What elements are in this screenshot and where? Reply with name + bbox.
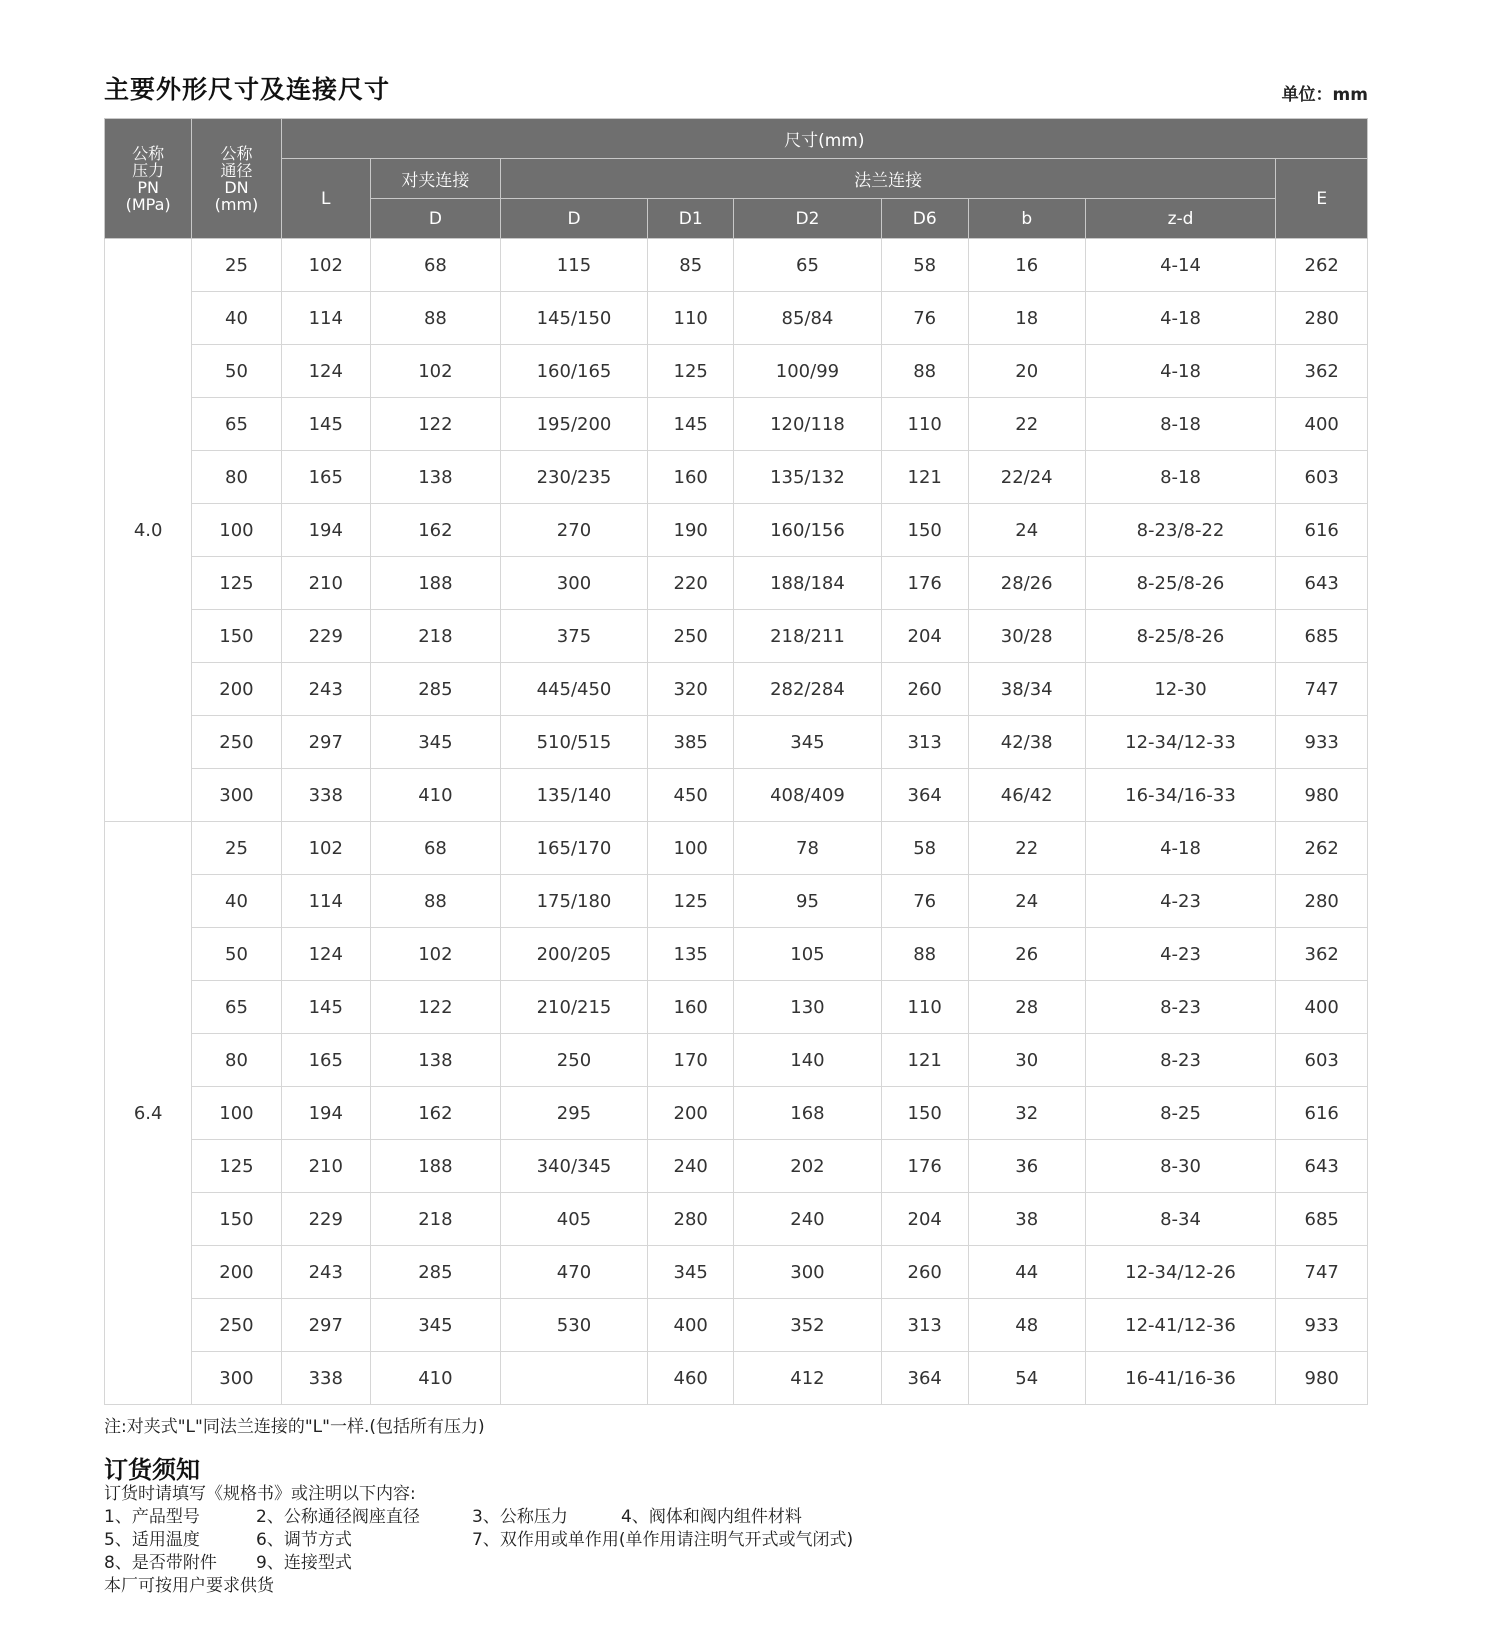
table-cell: 510/515 xyxy=(500,716,647,769)
order-intro: 订货时请填写《规格书》或注明以下内容: xyxy=(104,1484,416,1504)
table-cell: 262 xyxy=(1276,822,1368,875)
order-item: 2、公称通径阀座直径 xyxy=(256,1507,420,1527)
table-row xyxy=(105,1352,1368,1405)
table-cell: 240 xyxy=(734,1193,881,1246)
table-cell: 65 xyxy=(192,398,281,451)
table-cell: 4-23 xyxy=(1085,875,1276,928)
table-cell: 250 xyxy=(192,1299,281,1352)
table-cell: 4-14 xyxy=(1085,239,1276,292)
table-cell: 412 xyxy=(734,1352,881,1405)
table-row xyxy=(105,875,1368,928)
table-row xyxy=(105,610,1368,663)
table-row xyxy=(105,1193,1368,1246)
table-cell: 140 xyxy=(734,1034,881,1087)
table-row xyxy=(105,451,1368,504)
table-cell: 362 xyxy=(1276,928,1368,981)
header-D1: D1 xyxy=(648,199,734,239)
table-cell: 400 xyxy=(648,1299,734,1352)
table-cell: 218 xyxy=(370,1193,500,1246)
table-cell: 8-23 xyxy=(1085,981,1276,1034)
table-cell: 188 xyxy=(370,557,500,610)
table-cell: 16-34/16-33 xyxy=(1085,769,1276,822)
table-cell: 88 xyxy=(881,345,968,398)
table-cell: 4-18 xyxy=(1085,822,1276,875)
table-cell: 408/409 xyxy=(734,769,881,822)
table-cell: 616 xyxy=(1276,504,1368,557)
table-cell: 8-18 xyxy=(1085,451,1276,504)
table-cell: 445/450 xyxy=(500,663,647,716)
table-cell: 76 xyxy=(881,292,968,345)
table-cell: 243 xyxy=(281,663,370,716)
table-cell: 8-25/8-26 xyxy=(1085,557,1276,610)
table-row xyxy=(105,1299,1368,1352)
table-cell: 980 xyxy=(1276,769,1368,822)
header-nominal-diameter: 公称 通径 DN (mm) xyxy=(192,119,281,239)
table-cell: 28 xyxy=(968,981,1085,1034)
table-cell: 85/84 xyxy=(734,292,881,345)
table-cell: 135/140 xyxy=(500,769,647,822)
table-row xyxy=(105,557,1368,610)
table-cell: 8-34 xyxy=(1085,1193,1276,1246)
table-cell: 340/345 xyxy=(500,1140,647,1193)
table-cell: 95 xyxy=(734,875,881,928)
table-cell: 230/235 xyxy=(500,451,647,504)
table-cell: 218/211 xyxy=(734,610,881,663)
table-row xyxy=(105,928,1368,981)
table-cell xyxy=(500,1352,647,1405)
table-cell: 160/165 xyxy=(500,345,647,398)
table-cell: 125 xyxy=(648,345,734,398)
table-cell: 24 xyxy=(968,875,1085,928)
table-cell: 170 xyxy=(648,1034,734,1087)
table-cell: 100 xyxy=(192,1087,281,1140)
table-cell: 20 xyxy=(968,345,1085,398)
table-cell: 105 xyxy=(734,928,881,981)
table-cell: 933 xyxy=(1276,716,1368,769)
table-row xyxy=(105,663,1368,716)
table-cell: 8-25 xyxy=(1085,1087,1276,1140)
header-D: D xyxy=(500,199,647,239)
table-cell: 40 xyxy=(192,875,281,928)
header-size-group: 尺寸(mm) xyxy=(281,119,1367,159)
table-cell: 375 xyxy=(500,610,647,663)
table-body xyxy=(105,239,1368,1405)
table-cell: 125 xyxy=(192,1140,281,1193)
table-cell: 364 xyxy=(881,769,968,822)
table-cell: 210 xyxy=(281,1140,370,1193)
table-cell: 4-18 xyxy=(1085,345,1276,398)
table-cell: 362 xyxy=(1276,345,1368,398)
table-cell: 300 xyxy=(192,1352,281,1405)
table-cell: 470 xyxy=(500,1246,647,1299)
order-item: 5、适用温度 xyxy=(104,1530,200,1550)
table-cell: 8-30 xyxy=(1085,1140,1276,1193)
table-cell: 46/42 xyxy=(968,769,1085,822)
table-cell: 150 xyxy=(881,1087,968,1140)
table-cell: 300 xyxy=(500,557,647,610)
table-cell: 240 xyxy=(648,1140,734,1193)
table-cell: 270 xyxy=(500,504,647,557)
table-cell: 450 xyxy=(648,769,734,822)
table-cell: 280 xyxy=(1276,292,1368,345)
table-cell: 747 xyxy=(1276,1246,1368,1299)
table-cell: 102 xyxy=(281,822,370,875)
table-cell: 125 xyxy=(192,557,281,610)
table-cell: 165 xyxy=(281,451,370,504)
table-cell: 405 xyxy=(500,1193,647,1246)
table-row xyxy=(105,345,1368,398)
table-cell: 28/26 xyxy=(968,557,1085,610)
table-cell: 410 xyxy=(370,769,500,822)
table-cell: 460 xyxy=(648,1352,734,1405)
table-cell: 135 xyxy=(648,928,734,981)
order-item: 8、是否带附件 xyxy=(104,1553,217,1573)
table-cell: 44 xyxy=(968,1246,1085,1299)
table-cell: 194 xyxy=(281,504,370,557)
table-row xyxy=(105,292,1368,345)
header-D2: D2 xyxy=(734,199,881,239)
table-cell: 285 xyxy=(370,1246,500,1299)
table-note: 注:对夹式"L"同法兰连接的"L"一样.(包括所有压力) xyxy=(104,1417,485,1437)
table-cell: 12-41/12-36 xyxy=(1085,1299,1276,1352)
table-cell: 243 xyxy=(281,1246,370,1299)
table-cell: 297 xyxy=(281,716,370,769)
table-cell: 204 xyxy=(881,1193,968,1246)
table-cell: 616 xyxy=(1276,1087,1368,1140)
table-cell: 643 xyxy=(1276,557,1368,610)
order-item: 4、阀体和阀内组件材料 xyxy=(621,1507,802,1527)
table-cell: 22 xyxy=(968,398,1085,451)
table-cell: 24 xyxy=(968,504,1085,557)
table-cell: 165 xyxy=(281,1034,370,1087)
table-cell: 603 xyxy=(1276,451,1368,504)
table-cell: 22/24 xyxy=(968,451,1085,504)
table-row xyxy=(105,398,1368,451)
table-cell: 210 xyxy=(281,557,370,610)
table-cell: 285 xyxy=(370,663,500,716)
order-line-3 xyxy=(104,1552,416,1575)
table-cell: 121 xyxy=(881,1034,968,1087)
table-cell: 280 xyxy=(648,1193,734,1246)
table-row xyxy=(105,716,1368,769)
table-cell: 313 xyxy=(881,1299,968,1352)
table-cell: 50 xyxy=(192,928,281,981)
table-cell: 38/34 xyxy=(968,663,1085,716)
table-cell: 12-34/12-26 xyxy=(1085,1246,1276,1299)
table-cell: 32 xyxy=(968,1087,1085,1140)
header-zd: z-d xyxy=(1085,199,1276,239)
table-cell: 345 xyxy=(648,1246,734,1299)
table-cell: 300 xyxy=(192,769,281,822)
unit-label: 单位：mm xyxy=(1281,85,1368,105)
header-wafer-D: D xyxy=(370,199,500,239)
table-cell: 122 xyxy=(370,398,500,451)
table-cell: 138 xyxy=(370,451,500,504)
table-cell: 124 xyxy=(281,345,370,398)
table-cell: 36 xyxy=(968,1140,1085,1193)
table-cell: 78 xyxy=(734,822,881,875)
table-cell: 8-25/8-26 xyxy=(1085,610,1276,663)
dimensions-table xyxy=(104,118,1368,1405)
table-cell: 295 xyxy=(500,1087,647,1140)
table-cell: 202 xyxy=(734,1140,881,1193)
table-cell: 685 xyxy=(1276,1193,1368,1246)
header-D6: D6 xyxy=(881,199,968,239)
header-L: L xyxy=(281,159,370,239)
table-row xyxy=(105,822,1368,875)
table-cell: 175/180 xyxy=(500,875,647,928)
table-cell: 165/170 xyxy=(500,822,647,875)
header-nominal-pressure: 公称 压力 PN (MPa) xyxy=(105,119,192,239)
table-cell: 176 xyxy=(881,1140,968,1193)
table-cell: 200/205 xyxy=(500,928,647,981)
table-cell: 50 xyxy=(192,345,281,398)
table-cell: 18 xyxy=(968,292,1085,345)
table-cell: 188/184 xyxy=(734,557,881,610)
table-cell: 30 xyxy=(968,1034,1085,1087)
table-row xyxy=(105,1087,1368,1140)
table-cell: 685 xyxy=(1276,610,1368,663)
table-cell: 160 xyxy=(648,451,734,504)
pn-cell: 4.0 xyxy=(105,239,192,822)
table-cell: 145 xyxy=(648,398,734,451)
table-cell: 125 xyxy=(648,875,734,928)
table-cell: 88 xyxy=(881,928,968,981)
table-cell: 88 xyxy=(370,875,500,928)
header-b: b xyxy=(968,199,1085,239)
table-cell: 58 xyxy=(881,822,968,875)
table-cell: 65 xyxy=(734,239,881,292)
order-line-2 xyxy=(104,1529,854,1552)
table-cell: 25 xyxy=(192,822,281,875)
table-cell: 25 xyxy=(192,239,281,292)
table-row xyxy=(105,1140,1368,1193)
table-cell: 933 xyxy=(1276,1299,1368,1352)
table-cell: 150 xyxy=(881,504,968,557)
table-cell: 352 xyxy=(734,1299,881,1352)
table-cell: 210/215 xyxy=(500,981,647,1034)
table-cell: 229 xyxy=(281,1193,370,1246)
table-cell: 194 xyxy=(281,1087,370,1140)
table-cell: 85 xyxy=(648,239,734,292)
order-footer: 本厂可按用户要求供货 xyxy=(104,1576,274,1596)
table-cell: 58 xyxy=(881,239,968,292)
table-cell: 8-23 xyxy=(1085,1034,1276,1087)
table-cell: 320 xyxy=(648,663,734,716)
table-cell: 115 xyxy=(500,239,647,292)
table-cell: 168 xyxy=(734,1087,881,1140)
table-cell: 26 xyxy=(968,928,1085,981)
header-flange-connection: 法兰连接 xyxy=(500,159,1276,199)
table-cell: 218 xyxy=(370,610,500,663)
table-cell: 145 xyxy=(281,398,370,451)
table-cell: 8-23/8-22 xyxy=(1085,504,1276,557)
table-cell: 40 xyxy=(192,292,281,345)
table-cell: 603 xyxy=(1276,1034,1368,1087)
table-cell: 145 xyxy=(281,981,370,1034)
table-cell: 12-30 xyxy=(1085,663,1276,716)
table-cell: 250 xyxy=(500,1034,647,1087)
table-cell: 530 xyxy=(500,1299,647,1352)
table-cell: 162 xyxy=(370,504,500,557)
table-cell: 135/132 xyxy=(734,451,881,504)
table-cell: 200 xyxy=(192,1246,281,1299)
table-row xyxy=(105,1246,1368,1299)
table-cell: 150 xyxy=(192,1193,281,1246)
order-item: 3、公称压力 xyxy=(472,1507,568,1527)
table-cell: 76 xyxy=(881,875,968,928)
table-cell: 102 xyxy=(370,928,500,981)
table-cell: 300 xyxy=(734,1246,881,1299)
table-cell: 100 xyxy=(648,822,734,875)
table-row xyxy=(105,981,1368,1034)
table-cell: 345 xyxy=(734,716,881,769)
table-cell: 176 xyxy=(881,557,968,610)
table-cell: 313 xyxy=(881,716,968,769)
table-cell: 280 xyxy=(1276,875,1368,928)
table-cell: 190 xyxy=(648,504,734,557)
pn-cell: 6.4 xyxy=(105,822,192,1405)
table-cell: 160 xyxy=(648,981,734,1034)
table-cell: 121 xyxy=(881,451,968,504)
order-notice-title: 订货须知 xyxy=(104,1456,200,1484)
table-cell: 68 xyxy=(370,239,500,292)
table-cell: 400 xyxy=(1276,398,1368,451)
table-cell: 12-34/12-33 xyxy=(1085,716,1276,769)
table-cell: 102 xyxy=(281,239,370,292)
table-cell: 114 xyxy=(281,292,370,345)
table-cell: 22 xyxy=(968,822,1085,875)
table-cell: 8-18 xyxy=(1085,398,1276,451)
table-cell: 42/38 xyxy=(968,716,1085,769)
table-cell: 345 xyxy=(370,716,500,769)
table-cell: 80 xyxy=(192,1034,281,1087)
table-cell: 204 xyxy=(881,610,968,663)
order-item: 6、调节方式 xyxy=(256,1530,352,1550)
table-cell: 110 xyxy=(881,981,968,1034)
table-cell: 138 xyxy=(370,1034,500,1087)
table-cell: 229 xyxy=(281,610,370,663)
table-cell: 16-41/16-36 xyxy=(1085,1352,1276,1405)
table-cell: 122 xyxy=(370,981,500,1034)
table-cell: 250 xyxy=(648,610,734,663)
table-cell: 65 xyxy=(192,981,281,1034)
page-title: 主要外形尺寸及连接尺寸 xyxy=(104,75,391,104)
order-item: 7、双作用或单作用(单作用请注明气开式或气闭式) xyxy=(472,1530,854,1550)
table-cell: 160/156 xyxy=(734,504,881,557)
table-cell: 410 xyxy=(370,1352,500,1405)
table-cell: 385 xyxy=(648,716,734,769)
header-E: E xyxy=(1276,159,1368,239)
table-cell: 100/99 xyxy=(734,345,881,398)
table-cell: 114 xyxy=(281,875,370,928)
table-cell: 38 xyxy=(968,1193,1085,1246)
table-cell: 100 xyxy=(192,504,281,557)
table-cell: 364 xyxy=(881,1352,968,1405)
table-cell: 4-18 xyxy=(1085,292,1276,345)
table-cell: 150 xyxy=(192,610,281,663)
table-cell: 4-23 xyxy=(1085,928,1276,981)
table-cell: 643 xyxy=(1276,1140,1368,1193)
order-line-1 xyxy=(104,1506,802,1529)
table-cell: 110 xyxy=(881,398,968,451)
table-cell: 188 xyxy=(370,1140,500,1193)
table-cell: 345 xyxy=(370,1299,500,1352)
table-cell: 297 xyxy=(281,1299,370,1352)
table-cell: 54 xyxy=(968,1352,1085,1405)
table-row xyxy=(105,239,1368,292)
table-cell: 262 xyxy=(1276,239,1368,292)
table-cell: 68 xyxy=(370,822,500,875)
table-cell: 16 xyxy=(968,239,1085,292)
table-cell: 48 xyxy=(968,1299,1085,1352)
order-notice xyxy=(104,1483,854,1598)
table-cell: 260 xyxy=(881,1246,968,1299)
table-cell: 250 xyxy=(192,716,281,769)
table-cell: 162 xyxy=(370,1087,500,1140)
table-cell: 338 xyxy=(281,1352,370,1405)
table-cell: 260 xyxy=(881,663,968,716)
table-cell: 282/284 xyxy=(734,663,881,716)
order-item: 1、产品型号 xyxy=(104,1507,200,1527)
table-cell: 88 xyxy=(370,292,500,345)
table-cell: 195/200 xyxy=(500,398,647,451)
table-cell: 110 xyxy=(648,292,734,345)
table-row xyxy=(105,769,1368,822)
table-cell: 102 xyxy=(370,345,500,398)
table-cell: 124 xyxy=(281,928,370,981)
table-cell: 80 xyxy=(192,451,281,504)
table-cell: 30/28 xyxy=(968,610,1085,663)
table-cell: 200 xyxy=(648,1087,734,1140)
order-item: 9、连接型式 xyxy=(256,1553,352,1573)
table-cell: 338 xyxy=(281,769,370,822)
table-cell: 747 xyxy=(1276,663,1368,716)
table-row xyxy=(105,1034,1368,1087)
table-cell: 200 xyxy=(192,663,281,716)
table-cell: 130 xyxy=(734,981,881,1034)
table-cell: 400 xyxy=(1276,981,1368,1034)
header-wafer-connection: 对夹连接 xyxy=(370,159,500,199)
table-cell: 120/118 xyxy=(734,398,881,451)
table-cell: 145/150 xyxy=(500,292,647,345)
table-cell: 220 xyxy=(648,557,734,610)
table-row xyxy=(105,504,1368,557)
table-cell: 980 xyxy=(1276,1352,1368,1405)
